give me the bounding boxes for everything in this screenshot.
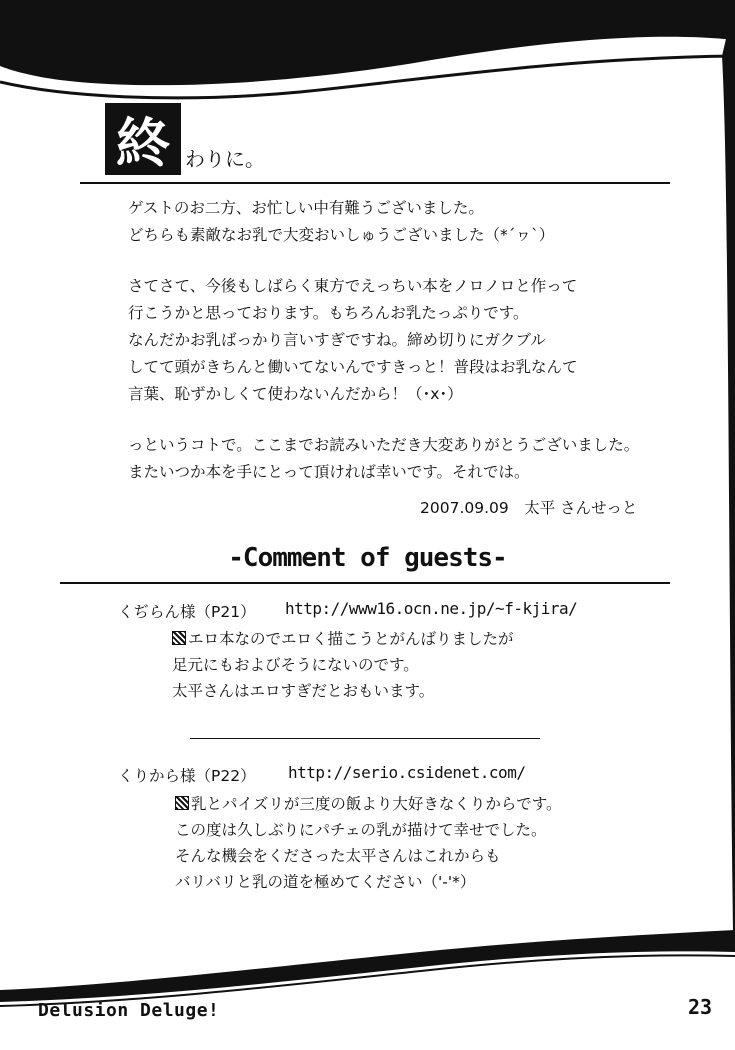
afterword-paragraph-1 [128,195,639,249]
guest-name: くりから様（P22） [118,767,256,785]
heading-kanji: 終 [105,103,181,175]
afterword-body [128,195,639,510]
comment-line: 乳とパイズリが三度の飯より大好きなくりからです。 [175,791,561,817]
afterword-line: っというコトで。ここまでお読みいただき大変ありがとうございました。 [128,436,640,454]
afterword-line: 行こうかと思っております。もちろんお乳たっぷりです。 [128,304,529,322]
heading-rule [80,182,670,184]
comment-mark-icon [172,631,186,645]
comment-line: この度は久しぶりにパチェの乳が描けて幸せでした。 [175,821,547,839]
guest-comment [175,791,561,895]
guest-divider [190,738,540,739]
top-wave [0,0,735,85]
comment-line: そんな機会をくださった太平さんはこれからも [175,847,501,865]
afterword-line: どちらも素敵なお乳で大変おいしゅうございました（*´ヮ`） [128,226,555,244]
afterword-paragraph-3 [128,432,639,486]
comment-line: 太平さんはエロすぎだとおもいます。 [172,682,435,700]
guests-rule [60,582,670,584]
heading-subtitle: わりに。 [185,147,265,171]
comment-line: 足元にもおよびそうにないのです。 [172,656,419,674]
afterword-line: なんだかお乳ばっかり言いすぎですね。締め切りにガクブル [128,331,546,349]
comment-line: バリバリと乳の道を極めてください（'-'*） [175,873,476,891]
afterword-line: 言葉、恥ずかしくて使わないんだから！（･x･） [128,385,463,403]
guest-name: くぢらん様（P21） [118,603,256,621]
afterword-line: ゲストのお二方、お忙しい中有難うございました。 [128,199,484,217]
afterword-paragraph-2 [128,273,639,408]
afterword-line: してて頭がきちんと働いてないんですきっと！普段はお乳なんて [128,358,578,376]
guests-title: -Comment of guests- [228,543,507,573]
afterword-line: またいつか本を手にとって頂ければ幸いです。それでは。 [128,463,530,481]
signature: 2007.09.09 太平 さんせっと [420,499,638,517]
right-band [722,0,735,1050]
page-number: 23 [688,995,713,1019]
guest-url[interactable]: http://www16.ocn.ne.jp/~f-kjira/ [285,599,578,618]
afterword-line: さてさて、今後もしばらく東方でえっちい本をノロノロと作って [128,277,578,295]
guest-comment [172,626,514,704]
guest-url[interactable]: http://serio.csidenet.com/ [288,763,526,782]
comment-line: エロ本なのでエロく描こうとがんばりましたが [172,626,514,652]
comment-mark-icon [175,796,189,810]
footer-title: Delusion Deluge! [38,1000,220,1021]
